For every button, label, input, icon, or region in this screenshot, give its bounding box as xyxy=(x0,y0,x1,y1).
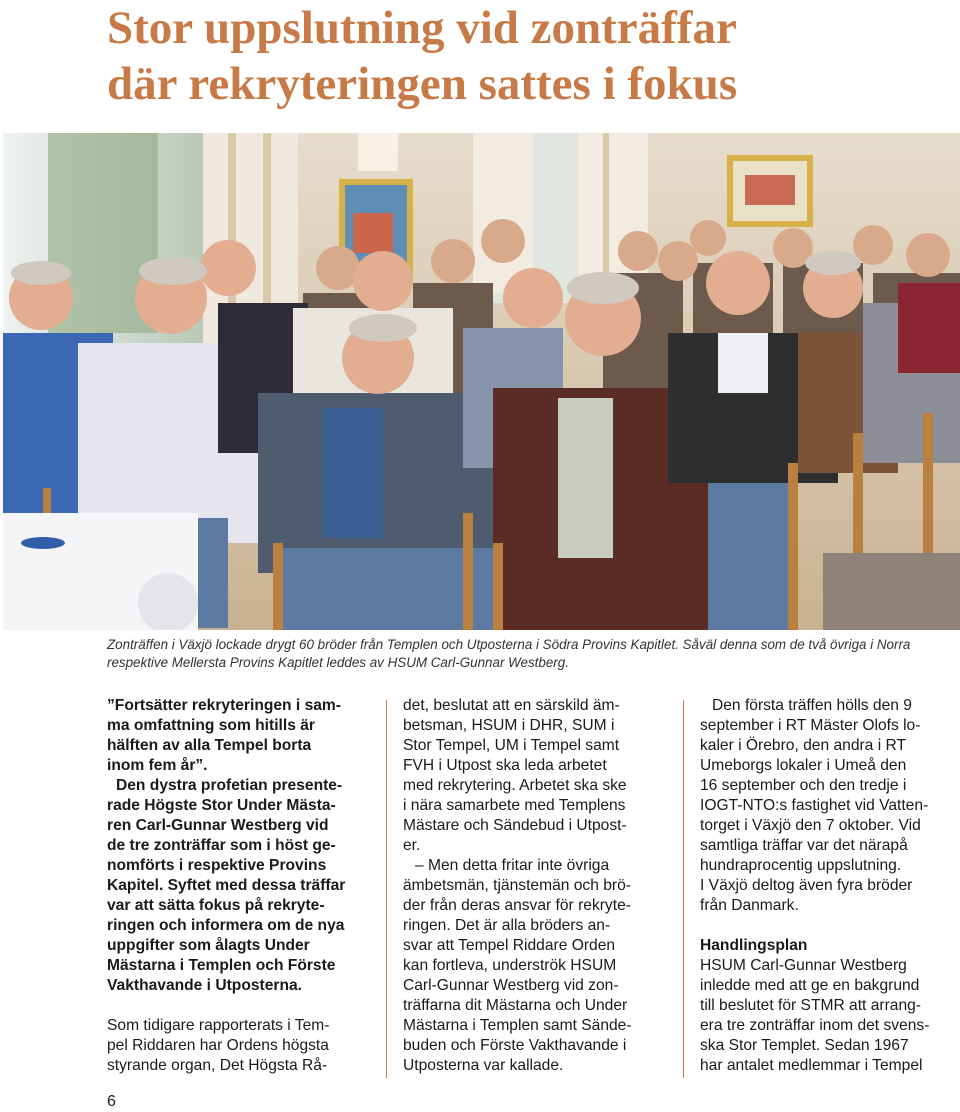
text-line: Umeborgs lokaler i Umeå den xyxy=(700,757,907,774)
text-line: ma omfattning som hitills är xyxy=(107,717,315,734)
text-line: torget i Växjö den 7 oktober. Vid xyxy=(700,817,921,834)
body-paragraph xyxy=(700,956,958,1076)
text-line: Vakthavande i Utposterna. xyxy=(107,977,302,994)
text-column-1 xyxy=(107,696,369,1076)
text-line: inledde med att ge en bakgrund xyxy=(700,977,920,994)
text-line: ringen och informera om de nya xyxy=(107,917,345,934)
text-line: ämbetsmän, tjänstemän och brö- xyxy=(403,877,631,894)
text-line: med rekrytering. Arbetet ska ske xyxy=(403,777,627,794)
text-line: samtliga träffar var det närapå xyxy=(700,837,908,854)
text-line: september i RT Mäster Olofs lo- xyxy=(700,717,921,734)
text-line: ska Stor Templet. Sedan 1967 xyxy=(700,1037,909,1054)
text-line: kaler i Örebro, den andra i RT xyxy=(700,737,906,754)
text-column-3 xyxy=(700,696,958,1076)
text-line: Som tidigare rapporterats i Tem- xyxy=(107,1017,330,1034)
text-line: FVH i Utpost ska leda arbetet xyxy=(403,757,607,774)
text-line: Mästarna i Templen samt Sände- xyxy=(403,1017,632,1034)
meeting-photo xyxy=(3,133,960,630)
text-line: styrande organ, Det Högsta Rå- xyxy=(107,1057,328,1074)
text-line: ringen. Det är alla bröders an- xyxy=(403,917,611,934)
headline-line-1: Stor uppslutning vid zonträffar xyxy=(107,2,737,54)
text-line: i nära samarbete med Templens xyxy=(403,797,626,814)
text-line: buden och Förste Vakthavande i xyxy=(403,1037,627,1054)
text-line: – Men detta fritar inte övriga xyxy=(415,857,610,874)
text-line: Carl-Gunnar Westberg vid zon- xyxy=(403,977,619,994)
text-line: från Danmark. xyxy=(700,897,799,914)
text-line: var att sätta fokus på rekryte- xyxy=(107,897,325,914)
text-line: uppgifter som ålagts Under xyxy=(107,937,310,954)
page-number: 6 xyxy=(107,1093,116,1110)
text-line: Den första träffen hölls den 9 xyxy=(712,697,912,714)
text-line: betsman, HSUM i DHR, SUM i xyxy=(403,717,615,734)
text-line: träffarna dit Mästarna och Under xyxy=(403,997,628,1014)
text-line: inom fem år”. xyxy=(107,757,208,774)
body-paragraph xyxy=(700,696,958,916)
lead-intro xyxy=(107,776,369,996)
section-subheading: Handlingsplan xyxy=(700,937,808,954)
text-line: hundraprocentig uppslutning. xyxy=(700,857,902,874)
text-line: era tre zonträffar inom det svens- xyxy=(700,1017,930,1034)
caption-line-2: respektive Mellersta Provins Kapitlet leddes av HSUM Carl-Gunnar Westberg. xyxy=(107,655,569,670)
photo-caption xyxy=(107,636,957,672)
text-line: hälften av alla Tempel borta xyxy=(107,737,312,754)
text-line: rade Högste Stor Under Mästa- xyxy=(107,797,336,814)
caption-line-1: Zonträffen i Växjö lockade drygt 60 bröder från Templen och Utposterna i Södra Provins Kapitlet. Såväl denna som de två övriga i Norra xyxy=(107,637,911,652)
text-line: der från deras ansvar för rekryte- xyxy=(403,897,631,914)
text-line: ”Fortsätter rekryteringen i sam- xyxy=(107,697,341,714)
text-line: till beslutet för STMR att arrang- xyxy=(700,997,921,1014)
text-column-2 xyxy=(403,696,663,1076)
body-paragraph xyxy=(403,696,663,856)
text-line: Mästarna i Templen och Förste xyxy=(107,957,336,974)
text-line: 16 september och den tredje i xyxy=(700,777,907,794)
text-line: pel Riddaren har Ordens högsta xyxy=(107,1037,329,1054)
text-line: I Växjö deltog även fyra bröder xyxy=(700,877,913,894)
text-line: har antalet medlemmar i Tempel xyxy=(700,1057,923,1074)
text-line: HSUM Carl-Gunnar Westberg xyxy=(700,957,907,974)
quote-paragraph xyxy=(403,856,663,1076)
text-line: ren Carl-Gunnar Westberg vid xyxy=(107,817,329,834)
headline-line-2: där rekryteringen sattes i fokus xyxy=(107,58,738,110)
text-line: IOGT-NTO:s fastighet vid Vatten- xyxy=(700,797,929,814)
text-line: Mästare och Sändebud i Utpost- xyxy=(403,817,627,834)
text-line: Kapitel. Syftet med dessa träffar xyxy=(107,877,346,894)
lead-quote xyxy=(107,696,369,776)
column-divider xyxy=(683,700,684,1078)
article-headline xyxy=(107,0,947,112)
body-paragraph xyxy=(107,1016,369,1076)
text-line: Utposterna var kallade. xyxy=(403,1057,564,1074)
text-line: kan fortleva, underströk HSUM xyxy=(403,957,617,974)
text-line: de tre zonträffar som i höst ge- xyxy=(107,837,336,854)
text-line: er. xyxy=(403,837,421,854)
text-line: nomförts i respektive Provins xyxy=(107,857,327,874)
text-line: svar att Tempel Riddare Orden xyxy=(403,937,616,954)
text-line: Den dystra profetian presente- xyxy=(116,777,343,794)
column-divider xyxy=(386,700,387,1078)
text-line: Stor Tempel, UM i Tempel samt xyxy=(403,737,620,754)
text-line: det, beslutat att en särskild äm- xyxy=(403,697,620,714)
